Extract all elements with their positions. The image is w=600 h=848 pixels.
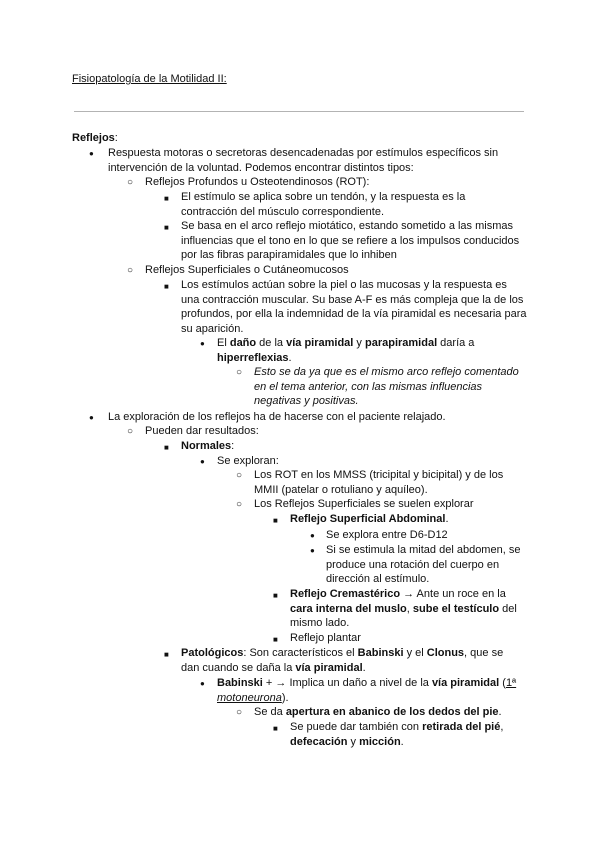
text-run: Se explora entre D6-D12 xyxy=(326,529,448,541)
text-run: Los estímulos actúan sobre la piel o las mucosas y la respuesta es una contracción muscular. Su base A-F es más compleja que la de los profundos, por ella la indemnidad de la vía piramidal es necesaria para su aparición. xyxy=(181,279,527,335)
section-heading xyxy=(72,131,118,146)
bullet-disc-icon: ● xyxy=(89,149,94,158)
list-item xyxy=(254,365,524,409)
bullet-disc-icon: ● xyxy=(200,457,205,466)
list-item xyxy=(145,424,525,439)
bullet-circle-icon: ○ xyxy=(236,499,243,510)
bullet-square-icon: ■ xyxy=(164,194,169,203)
text-run: Reflejos Profundos u Osteotendinosos (ROT): xyxy=(145,176,370,188)
list-item xyxy=(181,646,523,675)
text-run: hiperreflexias xyxy=(217,351,289,364)
list-item xyxy=(108,410,528,425)
list-item xyxy=(254,705,524,720)
text-run: . xyxy=(498,706,502,718)
bullet-disc-icon: ● xyxy=(310,531,315,540)
text-run: Patológicos xyxy=(181,647,244,659)
bullet-square-icon: ■ xyxy=(164,282,169,291)
text-run: Babinski xyxy=(217,677,263,689)
bullet-square-icon: ■ xyxy=(164,650,169,659)
document-title: Fisiopatología de la Motilidad II: xyxy=(72,73,227,85)
bullet-disc-icon: ● xyxy=(200,339,205,348)
bullet-square-icon: ■ xyxy=(273,516,278,525)
text-run: Los Reflejos Superficiales se suelen explorar xyxy=(254,498,474,510)
bullet-circle-icon: ○ xyxy=(236,707,243,718)
bullet-square-icon: ■ xyxy=(273,591,278,600)
text-run: ( xyxy=(499,677,506,689)
text-run: : xyxy=(231,440,235,452)
text-run: . xyxy=(362,661,366,674)
bullet-circle-icon: ○ xyxy=(127,265,134,276)
list-item xyxy=(290,720,524,749)
text-run: → Ante un roce en la xyxy=(400,588,506,600)
text-run: Babinski xyxy=(357,647,404,659)
text-run: + → Implica un daño a nivel de la xyxy=(262,677,432,689)
text-run: . xyxy=(445,513,449,525)
text-run: retirada del pié xyxy=(422,721,501,733)
bullet-disc-icon: ● xyxy=(310,546,315,555)
text-run: Si se estimula la mitad del abdomen, se produce una rotación del cuerpo en dirección al estímulo. xyxy=(326,544,521,586)
list-item xyxy=(181,278,527,336)
section-colon: : xyxy=(114,132,118,144)
list-item xyxy=(108,146,528,175)
bullet-circle-icon: ○ xyxy=(236,367,243,378)
bullet-circle-icon: ○ xyxy=(127,177,134,188)
text-run: Reflejo Superficial Abdominal xyxy=(290,513,446,525)
text-run: Se da xyxy=(254,706,286,718)
text-run: : Son característicos el xyxy=(243,647,358,659)
text-run: parapiramidal xyxy=(364,337,438,349)
text-run: Los ROT en los MMSS (tricipital y bicipital) y de los MMII (patelar o rotuliano y aquíleo). xyxy=(254,469,504,496)
list-item xyxy=(326,528,526,543)
text-run: y el xyxy=(403,647,427,659)
text-run: El estímulo se aplica sobre un tendón, y la respuesta es la contracción del músculo correspondiente. xyxy=(181,191,466,218)
text-run: Se exploran: xyxy=(217,455,279,467)
text-run: Pueden dar resultados: xyxy=(145,425,259,437)
text-run: y xyxy=(353,337,365,349)
list-item xyxy=(217,454,517,469)
text-run: , que se dan cuando se daña la xyxy=(181,647,504,674)
bullet-disc-icon: ● xyxy=(200,679,205,688)
bullet-circle-icon: ○ xyxy=(236,470,243,481)
list-item xyxy=(145,263,525,278)
text-run: sube el testículo xyxy=(412,602,500,615)
bullet-square-icon: ■ xyxy=(164,443,169,452)
text-run: Esto se da ya que es el mismo arco reflejo comentado en el tema anterior, con las mismas influencias negativas y positivas. xyxy=(254,366,519,408)
list-item xyxy=(181,190,521,219)
text-run: defecación xyxy=(290,735,348,748)
text-run: Reflejo Cremastérico xyxy=(290,588,401,600)
text-run: Reflejo plantar xyxy=(290,632,361,644)
text-run: , xyxy=(406,602,413,615)
list-item xyxy=(290,587,522,631)
bullet-square-icon: ■ xyxy=(164,223,169,232)
text-run: Reflejos Superficiales o Cutáneomucosos xyxy=(145,264,349,276)
text-run: cara interna del muslo xyxy=(290,602,407,615)
text-run: 1ª xyxy=(505,677,517,689)
text-run: vía piramidal xyxy=(431,677,500,689)
bullet-square-icon: ■ xyxy=(273,724,278,733)
list-item xyxy=(217,676,527,705)
text-run: Normales xyxy=(181,440,232,452)
text-run: motoneurona xyxy=(217,691,282,704)
text-run: , xyxy=(500,721,504,733)
text-run: Se puede dar también con xyxy=(290,721,423,733)
text-run: vía piramidal xyxy=(295,661,363,674)
text-run: . xyxy=(400,735,404,748)
list-item xyxy=(181,219,525,263)
text-run: vía piramidal xyxy=(286,337,354,349)
text-run: . xyxy=(288,351,292,364)
list-item xyxy=(145,175,525,190)
text-run: y xyxy=(347,735,360,748)
text-run: ). xyxy=(281,691,289,704)
list-item xyxy=(290,512,524,527)
text-run: Clonus xyxy=(426,647,465,659)
text-run: del mismo lado. xyxy=(290,602,517,630)
bullet-circle-icon: ○ xyxy=(127,426,134,437)
text-run: Respuesta motoras o secretoras desencadenadas por estímulos específicos sin intervención de la voluntad. Podemos encontrar distintos tipos: xyxy=(108,147,499,174)
text-run: apertura en abanico de los dedos del pie xyxy=(285,706,499,718)
bullet-disc-icon: ● xyxy=(89,413,94,422)
horizontal-rule xyxy=(74,111,524,112)
list-item xyxy=(326,543,526,587)
list-item xyxy=(254,468,522,497)
text-run: El xyxy=(217,337,230,349)
list-item xyxy=(217,336,517,365)
text-run: micción xyxy=(359,735,401,748)
list-item xyxy=(181,439,521,454)
bullet-square-icon: ■ xyxy=(273,635,278,644)
text-run: daría a xyxy=(437,337,475,349)
text-run: de la xyxy=(256,337,287,349)
text-run: daño xyxy=(229,337,257,349)
text-run: Se basa en el arco reflejo miotático, estando sometido a las mismas influencias que el tono en lo que se refiere a los impulsos conducidos por las fibras parapiramidales que lo inhiben xyxy=(181,220,520,262)
text-run: La exploración de los reflejos ha de hacerse con el paciente relajado. xyxy=(108,411,446,423)
section-title: Reflejos xyxy=(72,132,115,144)
list-item xyxy=(254,497,522,512)
list-item xyxy=(290,631,522,646)
